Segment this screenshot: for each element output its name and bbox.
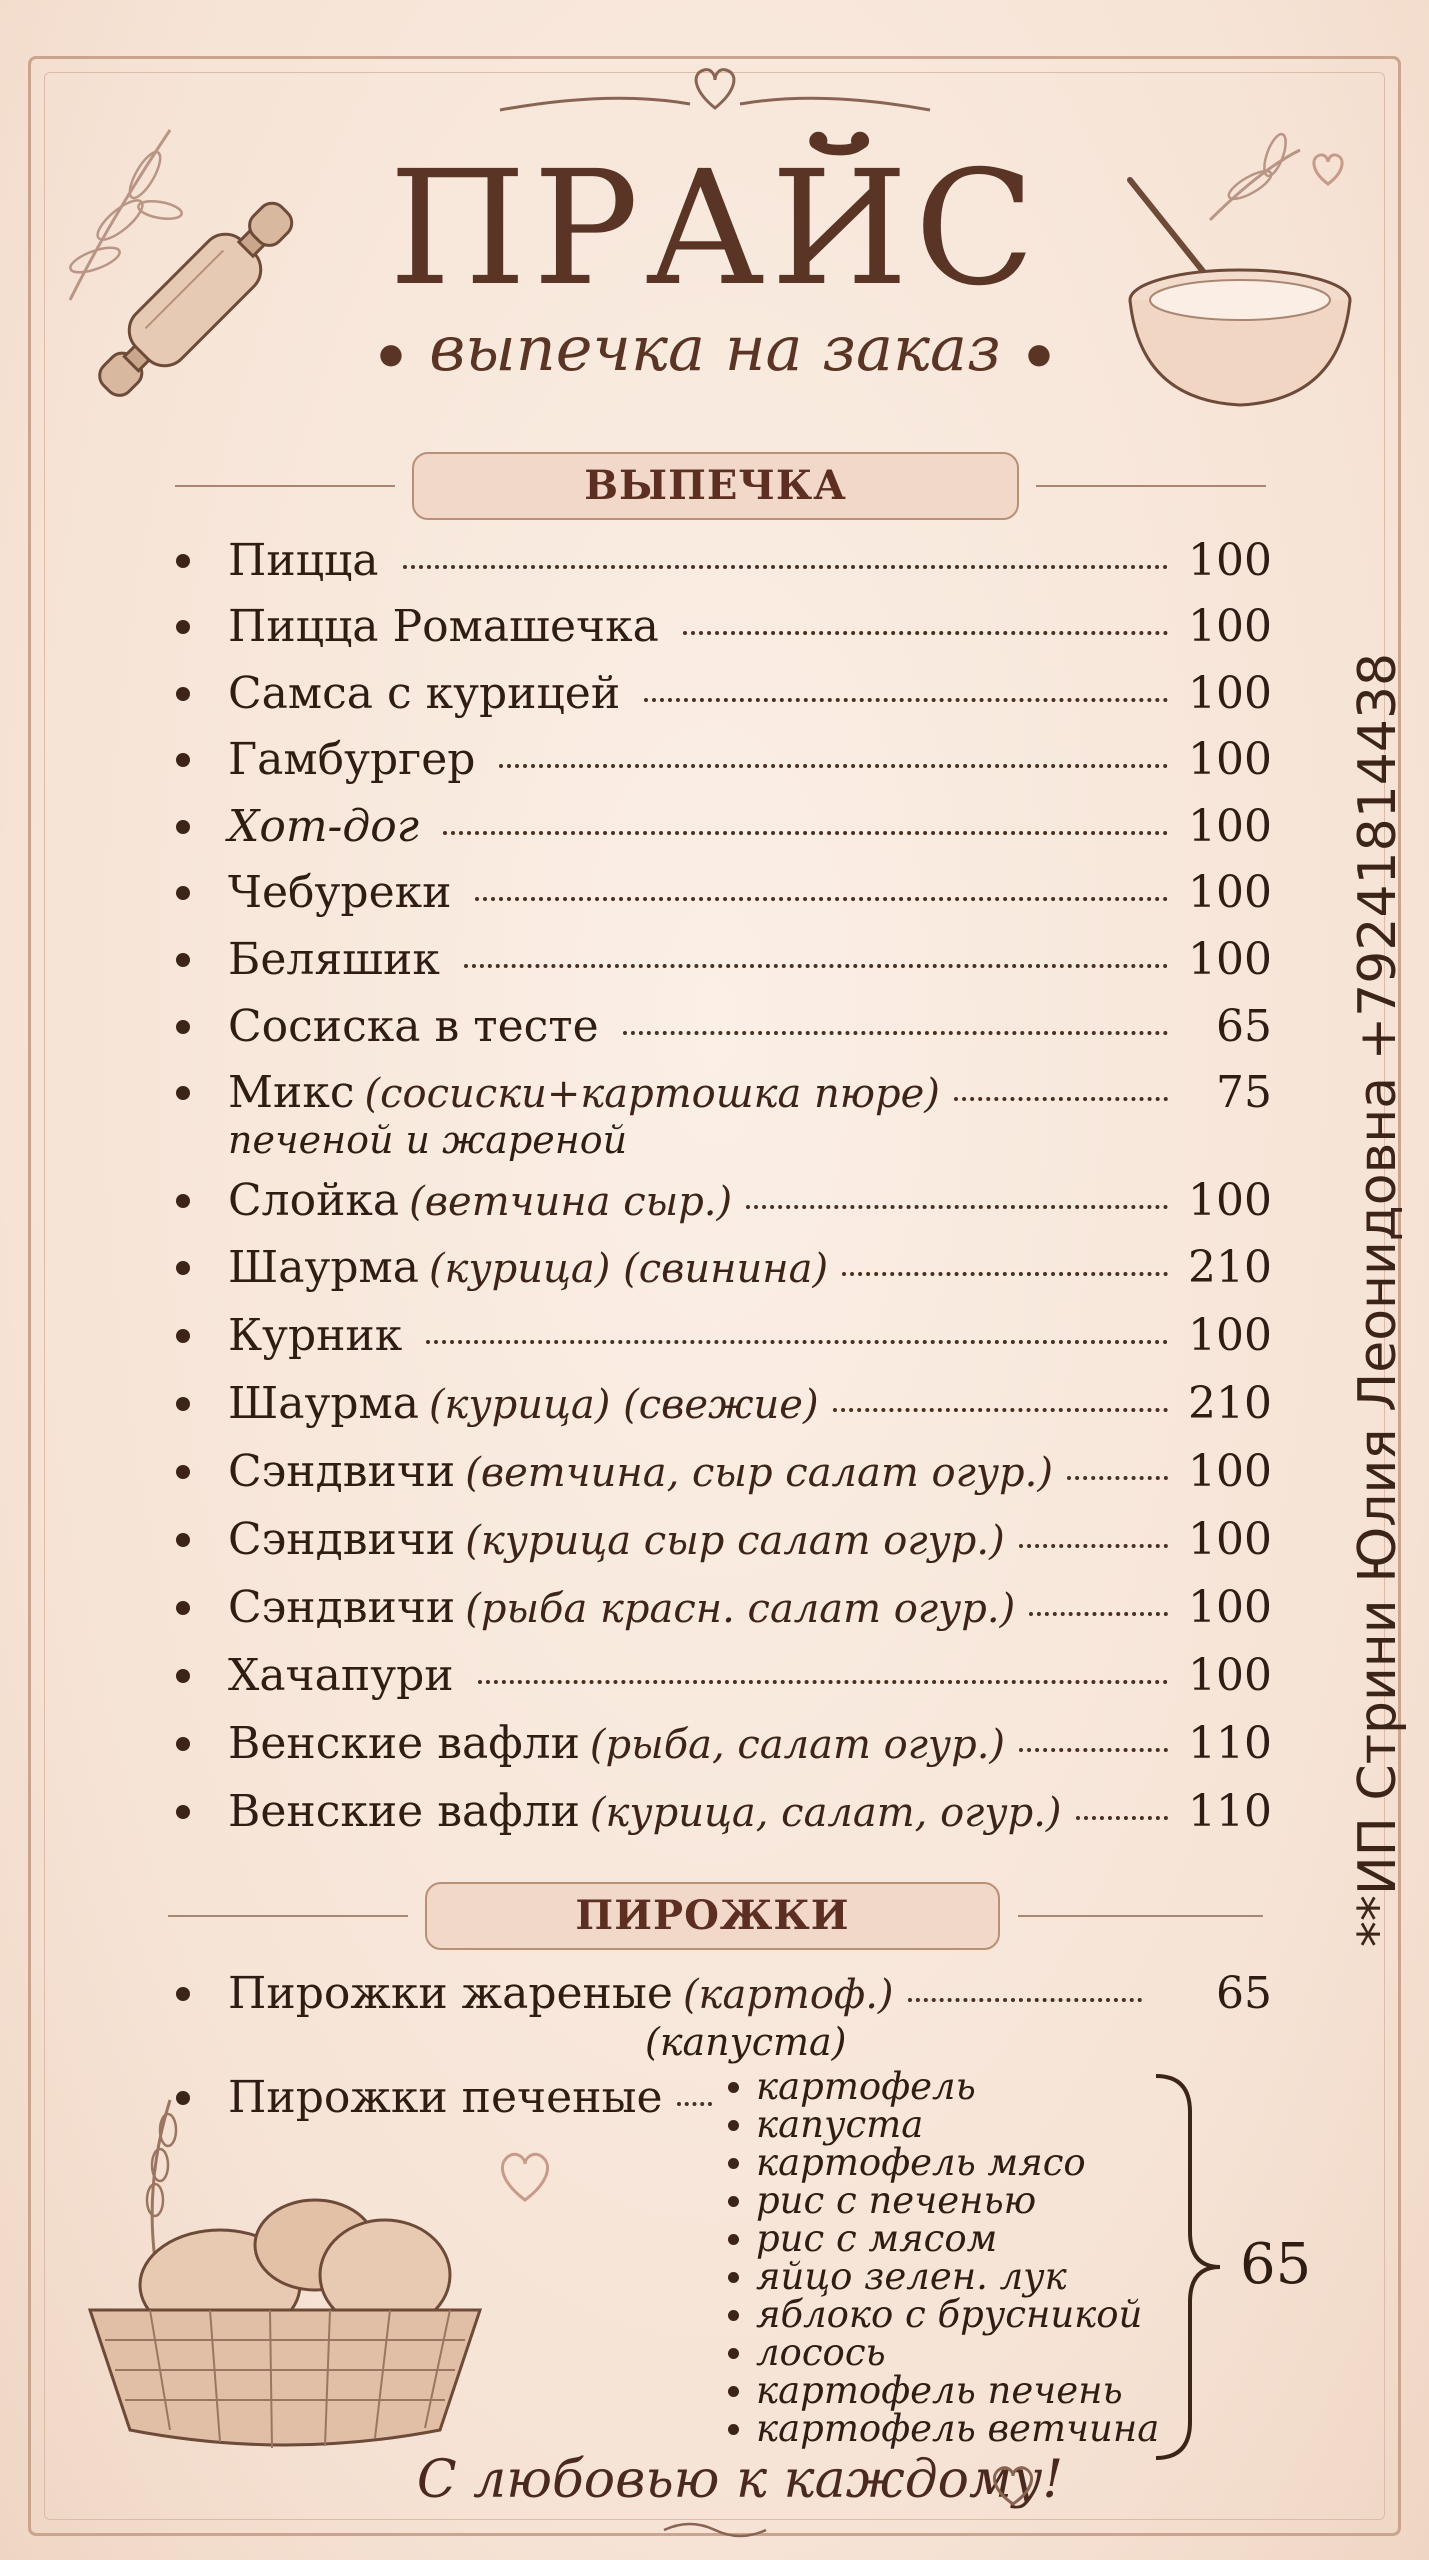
dot-leader bbox=[644, 698, 1168, 702]
item-price: 100 bbox=[1188, 1650, 1272, 1701]
bullet bbox=[176, 1465, 190, 1479]
item-price: 110 bbox=[1188, 1718, 1272, 1769]
bullet bbox=[176, 1737, 190, 1751]
list-item bbox=[172, 601, 1272, 661]
dot-leader bbox=[1019, 1748, 1168, 1752]
section-header-pies: ПИРОЖКИ bbox=[425, 1882, 1000, 1950]
dot-leader bbox=[623, 1031, 1168, 1035]
bread-basket-icon bbox=[60, 2070, 500, 2470]
item-name: Шаурма bbox=[228, 1242, 419, 1293]
bullet bbox=[176, 1086, 190, 1100]
item-price: 110 bbox=[1188, 1786, 1272, 1837]
fried-pies-extra-note: (капуста) bbox=[645, 2020, 847, 2064]
filling-label: рис с печенью bbox=[756, 2179, 1037, 2222]
list-item bbox=[172, 1175, 1272, 1235]
bullet bbox=[176, 1329, 190, 1343]
dot-leader bbox=[1076, 1816, 1168, 1820]
item-price: 100 bbox=[1188, 1175, 1272, 1226]
dot-leader bbox=[833, 1408, 1168, 1412]
bullet bbox=[176, 753, 190, 767]
list-item-fried-pies bbox=[172, 1968, 1272, 2028]
filling-label: яйцо зелен. лук bbox=[756, 2255, 1067, 2298]
item-name: Самса с курицей bbox=[228, 668, 621, 719]
fillings-price: 65 bbox=[1240, 2232, 1312, 2297]
item-price: 65 bbox=[1216, 1968, 1272, 2019]
page-title: ПРАЙС bbox=[388, 137, 1042, 321]
item-note: (ветчина сыр.) bbox=[409, 1179, 733, 1225]
contact-info: **ИП Стрини Юлия Леонидовна +79241814438 bbox=[1348, 652, 1408, 1948]
bullet bbox=[728, 2424, 739, 2435]
list-item bbox=[172, 1446, 1272, 1506]
bullet bbox=[176, 820, 190, 834]
item-price: 100 bbox=[1188, 934, 1272, 985]
item-name: Чебуреки bbox=[228, 867, 452, 918]
item-name: Сэндвичи bbox=[228, 1446, 456, 1497]
list-item bbox=[172, 668, 1272, 728]
bullet bbox=[728, 2386, 739, 2397]
section-header-bakery: ВЫПЕЧКА bbox=[412, 452, 1019, 520]
list-item bbox=[172, 1650, 1272, 1710]
filling-label: картофель bbox=[756, 2065, 976, 2108]
dot-leader bbox=[683, 631, 1168, 635]
bullet bbox=[176, 687, 190, 701]
item-name: Сэндвичи bbox=[228, 1514, 456, 1565]
item-name: Сэндвичи bbox=[228, 1582, 456, 1633]
dot-leader bbox=[478, 1680, 1168, 1684]
item-price: 100 bbox=[1188, 668, 1272, 719]
bullet bbox=[176, 1020, 190, 1034]
dot-leader bbox=[1019, 1544, 1168, 1548]
rolling-pin-icon bbox=[50, 150, 340, 450]
bullet bbox=[176, 554, 190, 568]
bullet bbox=[728, 2272, 739, 2283]
item-price: 100 bbox=[1188, 1446, 1272, 1497]
bullet bbox=[728, 2196, 739, 2207]
bullet bbox=[176, 1261, 190, 1275]
dot-leader bbox=[426, 1340, 1168, 1344]
item-price: 75 bbox=[1216, 1067, 1272, 1118]
page-subtitle bbox=[340, 312, 1090, 385]
dot-ornament: ● bbox=[1026, 336, 1052, 370]
list-item bbox=[172, 1242, 1272, 1302]
dot-leader bbox=[475, 897, 1168, 901]
bullet bbox=[176, 1397, 190, 1411]
bullet bbox=[176, 953, 190, 967]
dot-leader bbox=[1029, 1612, 1168, 1616]
dot-ornament: ● bbox=[378, 336, 404, 370]
item-price: 65 bbox=[1216, 1001, 1272, 1052]
mix-extra-note: печеной и жареной bbox=[228, 1118, 628, 1162]
item-price: 100 bbox=[1188, 535, 1272, 586]
filling-label: рис с мясом bbox=[756, 2217, 998, 2260]
filling-label: картофель мясо bbox=[756, 2141, 1086, 2184]
dot-leader bbox=[842, 1272, 1168, 1276]
dot-leader bbox=[954, 1097, 1168, 1101]
bullet bbox=[176, 1194, 190, 1208]
item-name: Венские вафли bbox=[228, 1718, 580, 1769]
dot-leader bbox=[464, 964, 1168, 968]
list-item bbox=[172, 1786, 1272, 1846]
item-name: Беляшик bbox=[228, 934, 440, 985]
item-name: Хачапури bbox=[228, 1650, 454, 1701]
list-item bbox=[172, 801, 1272, 861]
filling-label: картофель ветчина bbox=[756, 2407, 1160, 2450]
heart-icon bbox=[490, 60, 940, 130]
dot-leader bbox=[908, 1998, 1142, 2002]
divider-line bbox=[175, 485, 395, 487]
item-name: Венские вафли bbox=[228, 1786, 580, 1837]
list-item bbox=[172, 734, 1272, 794]
bullet bbox=[176, 620, 190, 634]
bullet bbox=[728, 2348, 739, 2359]
curly-brace bbox=[1150, 2072, 1230, 2462]
item-name: Сосиска в тесте bbox=[228, 1001, 599, 1052]
item-price: 100 bbox=[1188, 1582, 1272, 1633]
item-note: (ветчина, сыр салат огур.) bbox=[465, 1450, 1053, 1496]
item-price: 100 bbox=[1188, 1310, 1272, 1361]
list-item bbox=[172, 1001, 1272, 1061]
heart-icon bbox=[988, 2462, 1038, 2508]
filling-label: картофель печень bbox=[756, 2369, 1123, 2412]
bullet bbox=[728, 2158, 739, 2169]
footer-text: С любовью к каждому! bbox=[416, 2450, 1064, 2510]
bullet bbox=[728, 2082, 739, 2093]
item-price: 100 bbox=[1188, 867, 1272, 918]
item-price: 100 bbox=[1188, 734, 1272, 785]
filling-label: капуста bbox=[756, 2103, 924, 2146]
bullet bbox=[176, 1601, 190, 1615]
bullet bbox=[728, 2234, 739, 2245]
dot-leader bbox=[1067, 1476, 1168, 1480]
dot-leader bbox=[403, 565, 1168, 569]
list-item bbox=[172, 934, 1272, 994]
item-note: (сосиски+картошка пюре) bbox=[364, 1071, 940, 1117]
dot-leader bbox=[677, 2102, 712, 2106]
swirl-ornament bbox=[660, 2518, 770, 2542]
item-name: Курник bbox=[228, 1310, 403, 1361]
item-name: Гамбургер bbox=[228, 734, 476, 785]
item-note: (курица) (свинина) bbox=[428, 1246, 829, 1292]
item-note: (рыба красн. салат огур.) bbox=[465, 1586, 1016, 1632]
bullet bbox=[728, 2310, 739, 2321]
bullet bbox=[176, 1805, 190, 1819]
item-price: 210 bbox=[1188, 1378, 1272, 1429]
bullet bbox=[728, 2120, 739, 2131]
dot-leader bbox=[443, 831, 1168, 835]
item-price: 100 bbox=[1188, 601, 1272, 652]
dot-leader bbox=[746, 1205, 1168, 1209]
item-name: Пирожки жареные bbox=[228, 1968, 673, 2019]
list-item bbox=[172, 1514, 1272, 1574]
item-price: 100 bbox=[1188, 801, 1272, 852]
item-note: (рыба, салат огур.) bbox=[589, 1722, 1006, 1768]
bullet bbox=[176, 1533, 190, 1547]
item-name: Пирожки печеные bbox=[228, 2072, 663, 2123]
item-name: Хот-дог bbox=[228, 801, 420, 852]
divider-line bbox=[1018, 1915, 1263, 1917]
item-name: Пицца Ромашечка bbox=[228, 601, 659, 652]
bullet bbox=[176, 1669, 190, 1683]
item-note: (картоф.) bbox=[682, 1972, 894, 2018]
list-item bbox=[172, 1718, 1272, 1778]
item-note: (курица) (свежие) bbox=[428, 1382, 819, 1428]
subtitle-text: выпечка на заказ bbox=[429, 312, 1001, 385]
item-name: Слойка bbox=[228, 1175, 400, 1226]
bullet bbox=[176, 1987, 190, 2001]
item-note: (курица, салат, огур.) bbox=[589, 1790, 1062, 1836]
filling-label: лосось bbox=[756, 2331, 886, 2374]
divider-line bbox=[168, 1915, 408, 1917]
divider-line bbox=[1036, 485, 1266, 487]
filling-label: яблоко с брусникой bbox=[756, 2293, 1143, 2336]
item-price: 210 bbox=[1188, 1242, 1272, 1293]
item-name: Микс bbox=[228, 1067, 355, 1118]
list-item bbox=[172, 1310, 1272, 1370]
footer-slogan bbox=[390, 2450, 1090, 2510]
item-name: Шаурма bbox=[228, 1378, 419, 1429]
list-item bbox=[172, 1378, 1272, 1438]
list-item bbox=[172, 867, 1272, 927]
dot-leader bbox=[499, 764, 1168, 768]
bullet bbox=[176, 886, 190, 900]
item-name: Пицца bbox=[228, 535, 379, 586]
list-item bbox=[172, 1582, 1272, 1642]
list-item bbox=[172, 535, 1272, 595]
item-note: (курица сыр салат огур.) bbox=[465, 1518, 1005, 1564]
whisk-bowl-icon bbox=[1110, 160, 1370, 420]
item-price: 100 bbox=[1188, 1514, 1272, 1565]
heart-icon bbox=[495, 2148, 555, 2204]
